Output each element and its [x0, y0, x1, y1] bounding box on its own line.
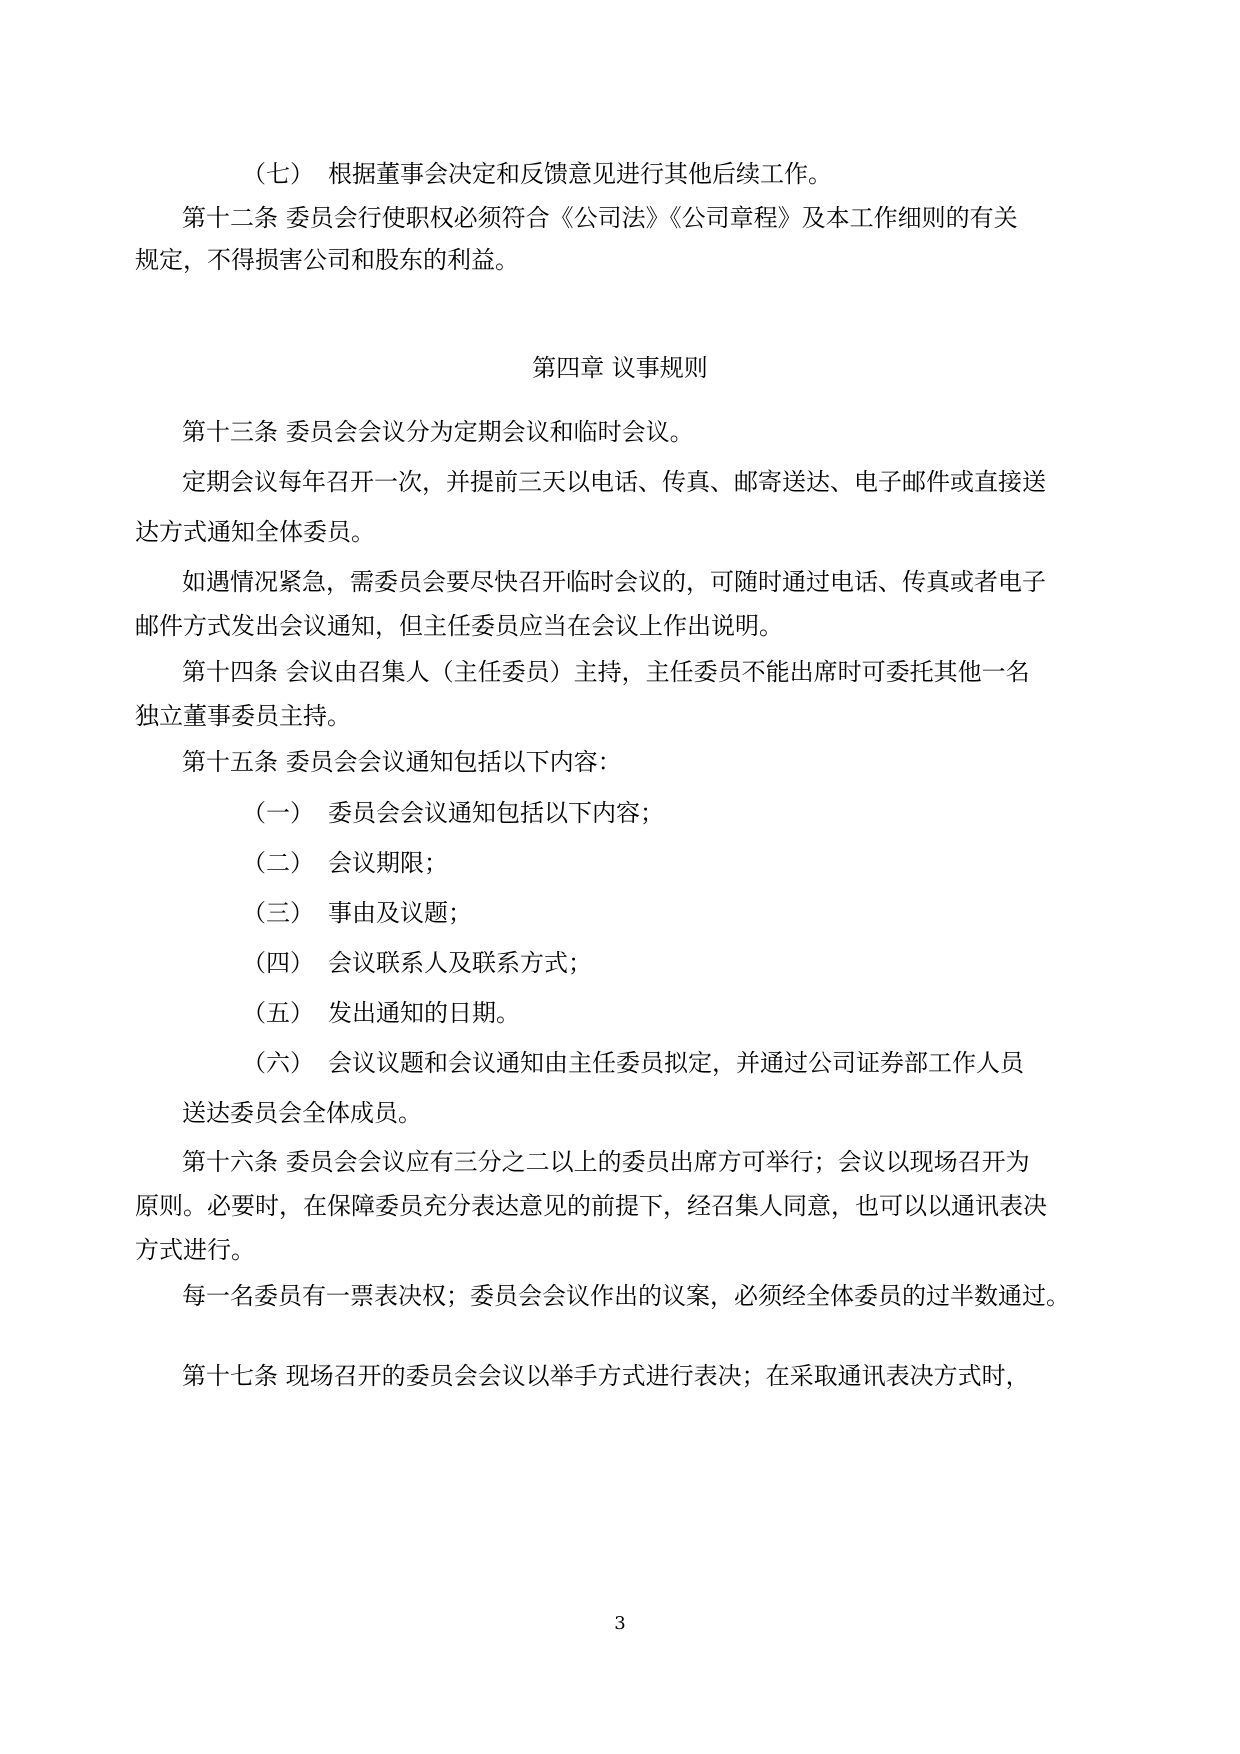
article-13-para-3-line-1: 如遇情况紧急，需委员会要尽快召开临时会议的，可随时通过电话、传真或者电子: [182, 568, 1046, 596]
article-16-line-1: 第十六条 委员会会议应有三分之二以上的委员出席方可举行；会议以现场召开为: [182, 1148, 1030, 1176]
list-item-label: （一）: [242, 799, 314, 827]
article-13-para-2-line-1: 定期会议每年召开一次，并提前三天以电话、传真、邮寄送达、电子邮件或直接送: [182, 468, 1046, 496]
article-13-para-2-line-2: 达方式通知全体委员。: [135, 518, 375, 546]
list-item-text: 会议联系人及联系方式；: [328, 949, 592, 977]
list-item-label: （六）: [242, 1049, 314, 1077]
article-12-line-1: 第十二条 委员会行使职权必须符合《公司法》《公司章程》及本工作细则的有关: [182, 204, 1018, 232]
chapter-title: 第四章 议事规则: [532, 354, 708, 382]
list-item-label: （四）: [242, 949, 314, 977]
page-number: 3: [614, 1613, 626, 1634]
list-item-text: 发出通知的日期。: [328, 999, 520, 1027]
article-13-line-1: 第十三条 委员会会议分为定期会议和临时会议。: [182, 418, 694, 446]
list-item-6-continuation: 送达委员会全体成员。: [182, 1099, 422, 1127]
item-7-text: 根据董事会决定和反馈意见进行其他后续工作。: [328, 160, 832, 188]
list-item-text: 事由及议题；: [328, 899, 472, 927]
item-7-label: （七）: [242, 160, 314, 188]
list-item-text: 会议期限；: [328, 849, 448, 877]
article-16-line-3: 方式进行。: [135, 1236, 255, 1264]
list-item-text: 会议议题和会议通知由主任委员拟定，并通过公司证券部工作人员: [328, 1049, 1024, 1077]
list-item-label: （三）: [242, 899, 314, 927]
article-14-line-2: 独立董事委员主持。: [135, 702, 351, 730]
list-item-label: （五）: [242, 999, 314, 1027]
article-15-line-1: 第十五条 委员会会议通知包括以下内容：: [182, 748, 622, 776]
list-item-text: 委员会会议通知包括以下内容；: [328, 799, 664, 827]
article-13-para-3-line-2: 邮件方式发出会议通知，但主任委员应当在会议上作出说明。: [135, 612, 783, 640]
article-12-line-2: 规定，不得损害公司和股东的利益。: [135, 246, 519, 274]
article-17-line-1: 第十七条 现场召开的委员会会议以举手方式进行表决；在采取通讯表决方式时，: [182, 1362, 1030, 1390]
article-16-line-2: 原则。必要时，在保障委员充分表达意见的前提下，经召集人同意，也可以以通讯表决: [135, 1192, 1047, 1220]
list-item-label: （二）: [242, 849, 314, 877]
article-16-para-2: 每一名委员有一票表决权；委员会会议作出的议案，必须经全体委员的过半数通过。: [182, 1282, 1070, 1310]
article-14-line-1: 第十四条 会议由召集人（主任委员）主持，主任委员不能出席时可委托其他一名: [182, 658, 1030, 686]
